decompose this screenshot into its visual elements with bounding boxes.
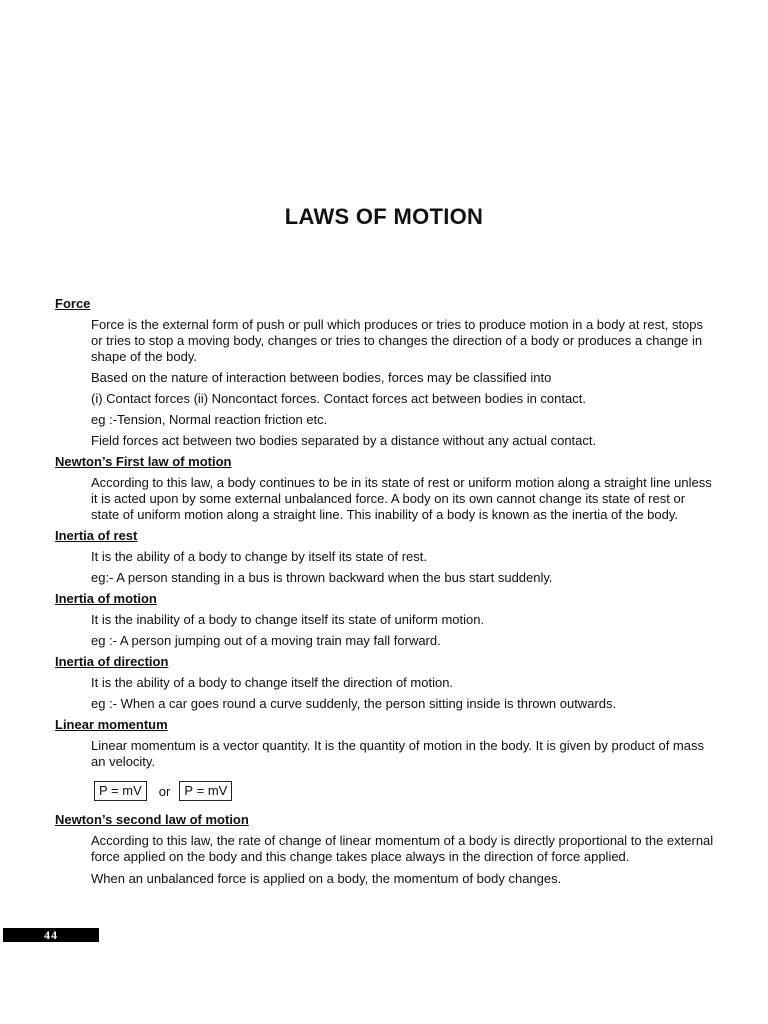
formula-or: or xyxy=(158,783,171,799)
linear-momentum-definition: Linear momentum is a vector quantity. It is the quantity of motion in the body. It is given by product of mass an velocity. xyxy=(91,738,704,769)
contact-forces-example: eg :-Tension, Normal reaction friction etc. xyxy=(91,412,328,427)
heading-inertia-direction: Inertia of direction xyxy=(55,654,169,669)
vector-equals: = m xyxy=(193,783,219,798)
page-number: 44 xyxy=(3,928,99,942)
main-content xyxy=(55,296,715,887)
momentum-formula-vector xyxy=(179,781,232,801)
vector-p: P xyxy=(184,783,193,798)
contact-forces: (i) Contact forces (ii) Noncontact forces. Contact forces act between bodies in contact. xyxy=(91,391,586,406)
heading-force: Force xyxy=(55,296,91,311)
field-forces: Field forces act between two bodies separated by a distance without any actual contact. xyxy=(91,433,597,448)
heading-inertia-motion: Inertia of motion xyxy=(55,591,157,606)
momentum-formulas xyxy=(55,778,715,804)
momentum-formula-scalar: P = mV xyxy=(94,781,147,801)
vector-v: V xyxy=(218,783,228,798)
inertia-direction-example: eg :- When a car goes round a curve suddenly, the person sitting inside is thrown outwards. xyxy=(91,696,617,711)
second-law-consequence: When an unbalanced force is applied on a body, the momentum of body changes. xyxy=(91,871,562,886)
force-definition: Force is the external form of push or pull which produces or tries to produce motion in a body at rest, stops or tries to stop a moving body, changes or tries to changes the direction of a body or produces a change in shape of the body. xyxy=(91,317,704,364)
inertia-rest-example: eg:- A person standing in a bus is thrown backward when the bus start suddenly. xyxy=(91,570,553,585)
inertia-motion-definition: It is the inability of a body to change itself its state of uniform motion. xyxy=(91,612,485,627)
force-classification: Based on the nature of interaction between bodies, forces may be classified into xyxy=(91,370,552,385)
first-law-text: According to this law, a body continues to be in its state of rest or uniform motion along a straight line unless it is acted upon by some external unbalanced force. A body on its own cannot change its state of rest or state of uniform motion along a straight line. This inability of a body is known as the inertia of the body. xyxy=(91,475,712,522)
inertia-rest-definition: It is the ability of a body to change by itself its state of rest. xyxy=(91,549,428,564)
heading-first-law: Newton’s First law of motion xyxy=(55,454,232,469)
second-law-text: According to this law, the rate of change of linear momentum of a body is directly proportional to the external force applied on the body and this change takes place always in the direction of force applied. xyxy=(91,833,714,864)
page-title: LAWS OF MOTION xyxy=(284,204,484,229)
heading-second-law: Newton’s second law of motion xyxy=(55,812,249,827)
heading-inertia-rest: Inertia of rest xyxy=(55,528,138,543)
heading-linear-momentum: Linear momentum xyxy=(55,717,168,732)
inertia-direction-definition: It is the ability of a body to change itself the direction of motion. xyxy=(91,675,454,690)
inertia-motion-example: eg :- A person jumping out of a moving train may fall forward. xyxy=(91,633,441,648)
